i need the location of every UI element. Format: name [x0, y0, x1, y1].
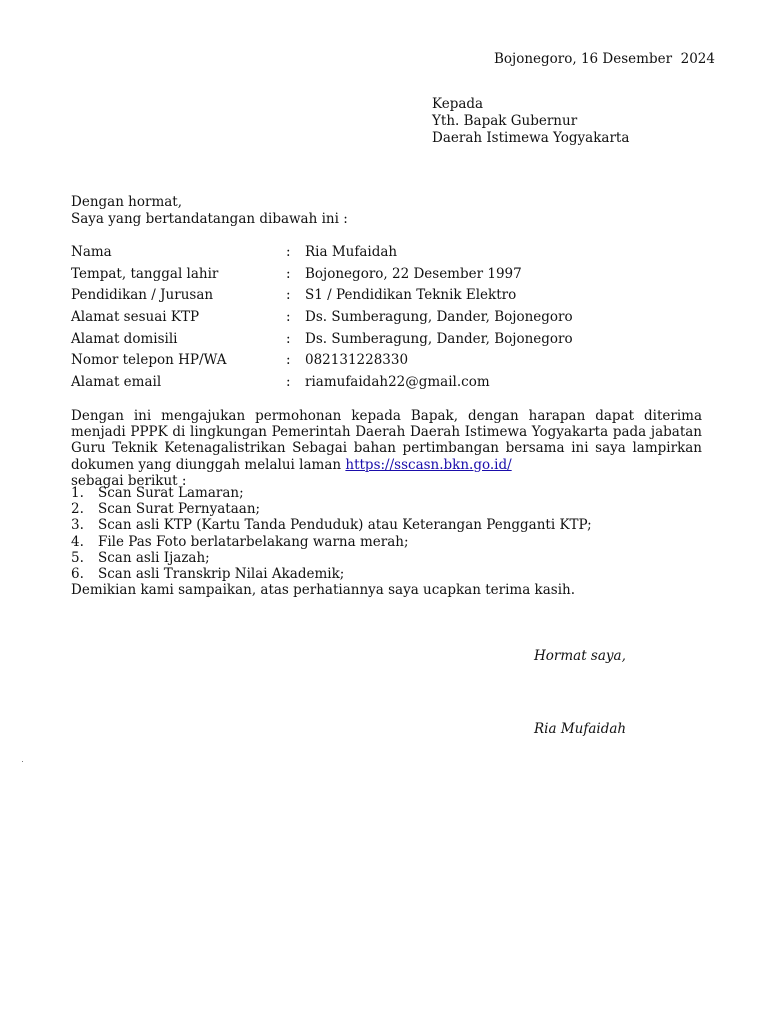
- scan-speck: [22, 761, 23, 762]
- recipient-block: [432, 96, 629, 147]
- identity-separator: :: [286, 373, 291, 390]
- list-number: 2.: [71, 501, 84, 518]
- identity-row-domicile: [71, 328, 711, 350]
- body-tail: sebagai berikut :: [71, 472, 187, 489]
- list-text: Scan Surat Lamaran;: [98, 485, 244, 501]
- identity-separator: :: [286, 308, 291, 325]
- list-item: [71, 534, 592, 550]
- identity-label: Tempat, tanggal lahir: [71, 265, 219, 282]
- identity-row-birth: [71, 263, 711, 285]
- identity-label: Alamat email: [71, 373, 162, 390]
- document-list: [71, 485, 592, 582]
- list-item: [71, 485, 592, 501]
- identity-separator: :: [286, 265, 291, 282]
- identity-row-email: [71, 371, 711, 393]
- list-text: Scan Surat Pernyataan;: [98, 501, 261, 518]
- list-number: 5.: [71, 549, 84, 566]
- identity-value: riamufaidah22@gmail.com: [305, 373, 490, 390]
- place-date: Bojonegoro, 16 Desember 2024: [493, 51, 715, 67]
- identity-label: Alamat domisili: [71, 330, 178, 347]
- recipient-line-region: Daerah Istimewa Yogyakarta: [432, 130, 630, 146]
- identity-label: Nomor telepon HP/WA: [71, 352, 227, 369]
- list-number: 1.: [71, 485, 84, 501]
- identity-row-phone: [71, 349, 711, 371]
- list-number: 4.: [71, 533, 84, 550]
- list-text: Scan asli Transkrip Nilai Akademik;: [98, 566, 345, 583]
- identity-table: [71, 241, 711, 393]
- list-item: [71, 550, 592, 566]
- signature-name: Ria Mufaidah: [534, 721, 627, 737]
- greeting-block: [71, 194, 348, 228]
- list-item: [71, 566, 592, 582]
- list-text: Scan asli Ijazah;: [98, 549, 210, 566]
- list-text: File Pas Foto berlatarbelakang warna merah;: [98, 533, 409, 550]
- identity-value: 082131228330: [305, 352, 409, 369]
- list-text: Scan asli KTP (Kartu Tanda Penduduk) atau Keterangan Pengganti KTP;: [98, 517, 592, 534]
- identity-value: Bojonegoro, 22 Desember 1997: [305, 265, 522, 282]
- intro-sentence: Saya yang bertandatangan dibawah ini :: [71, 211, 348, 227]
- list-number: 6.: [71, 566, 84, 583]
- identity-separator: :: [286, 243, 291, 260]
- recipient-line-title: Yth. Bapak Gubernur: [432, 113, 578, 129]
- identity-value: Ds. Sumberagung, Dander, Bojonegoro: [305, 330, 573, 347]
- identity-separator: :: [286, 352, 291, 369]
- list-item: [71, 517, 592, 533]
- identity-row-ktp-address: [71, 306, 711, 328]
- identity-value: Ds. Sumberagung, Dander, Bojonegoro: [305, 308, 573, 325]
- identity-separator: :: [286, 287, 291, 304]
- identity-row-education: [71, 284, 711, 306]
- identity-label: Alamat sesuai KTP: [71, 308, 200, 325]
- identity-row-name: [71, 241, 711, 263]
- recipient-line-kepada: Kepada: [432, 96, 484, 112]
- identity-label: Pendidikan / Jurusan: [71, 287, 214, 304]
- list-number: 3.: [71, 517, 84, 534]
- list-item: [71, 501, 592, 517]
- signoff: Hormat saya,: [534, 648, 626, 664]
- identity-separator: :: [286, 330, 291, 347]
- body-paragraph: [71, 408, 702, 489]
- closing-sentence: Demikian kami sampaikan, atas perhatiannya saya ucapkan terima kasih.: [71, 582, 576, 598]
- identity-value: Ria Mufaidah: [305, 243, 398, 260]
- identity-value: S1 / Pendidikan Teknik Elektro: [305, 287, 517, 304]
- greeting: Dengan hormat,: [71, 194, 183, 210]
- sscasn-link[interactable]: https://sscasn.bkn.go.id/: [345, 456, 512, 473]
- body-text: Dengan ini mengajukan permohonan kepada Bapak, dengan harapan dapat diterima menjadi PPPK di lingkungan Pemerintah Daerah Daerah Istimewa Yogyakarta pada jabatan Guru Teknik Ketenagalistrikan Sebagai bahan pertimbangan bersama ini saya lampirkan dokumen yang diunggah melalui laman: [71, 408, 702, 473]
- identity-label: Nama: [71, 243, 112, 260]
